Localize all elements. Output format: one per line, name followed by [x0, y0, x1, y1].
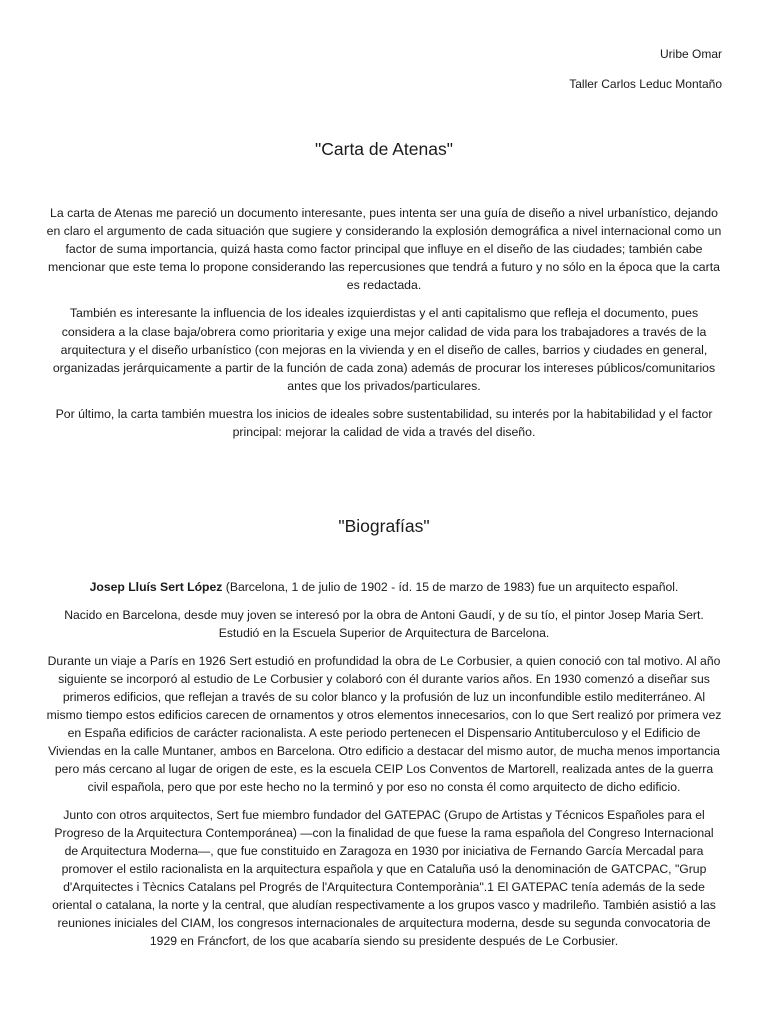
- bio-paragraph-1: Nacido en Barcelona, desde muy joven se interesó por la obra de Antoni Gaudí, y de su tío, el pintor Josep Maria Sert. Estudió en la Escuela Superior de Arquitectura de Barcelona.: [64, 608, 704, 640]
- carta-paragraph-1: La carta de Atenas me pareció un documento interesante, pues intenta ser una guía de diseño a nivel urbanístico, dejando en claro el argumento de cada situación que sugiere y considerando la explosión demográfica a nivel internacional como un factor de suma importancia, quizá hasta como factor principal que influye en el diseño de las ciudades; también cabe mencionar que este tema lo propone considerando las repercusiones que tendrá a futuro y no sólo en la época que la carta es redactada.: [46, 206, 722, 293]
- carta-paragraph-2: También es interesante la influencia de los ideales izquierdistas y el anti capitalismo que refleja el documento, pues considera a la clase baja/obrera como prioritaria y exige una mejor calidad de vida para los trabajadores a través de la arquitectura y el diseño urbanístico (con mejoras en la vivienda y en el diseño de calles, barrios y ciudades en general, organizadas jerárquicamente a partir de la función de cada zona) además de procurar los intereses públicos/comunitarios antes que los privados/particulares.: [52, 306, 716, 393]
- carta-title: "Carta de Atenas": [315, 139, 453, 159]
- biografias-title: "Biografías": [338, 516, 430, 536]
- biografias-section: [46, 578, 722, 960]
- carta-section: [46, 204, 722, 451]
- bio-intro-name: Josep Lluís Sert López: [89, 580, 223, 594]
- bio-intro: [46, 578, 722, 596]
- author-name: Uribe Omar: [659, 47, 722, 61]
- bio-paragraph-2: Durante un viaje a París en 1926 Sert estudió en profundidad la obra de Le Corbusier, a quien conoció con tal motivo. Al año siguiente se incorporó al estudio de Le Corbusier y colaboró con él durante varios años. En 1930 comenzó a diseñar sus primeros edificios, que reflejan a través de su color blanco y la profusión de luz un inconfundible estilo mediterráneo. Al mismo tiempo estos edificios carecen de ornamentos y otros elementos innecesarios, con lo que Sert realizó por primera vez en España edificios de carácter racionalista. A este periodo pertenecen el Dispensario Antituberculoso y el Edificio de Viviendas en la calle Muntaner, ambos en Barcelona. Otro edificio a destacar del mismo autor, de mucha menos importancia pero más cercano al lugar de origen de este, es la escuela CEIP Los Conventos de Martorell, realizada antes de la guerra civil española, pero que por este hecho no la terminó y por eso no consta él como arquitecto de dicho edificio.: [46, 654, 722, 794]
- bio-intro-rest: (Barcelona, 1 de julio de 1902 - íd. 15 de marzo de 1983) fue un arquitecto español.: [222, 580, 679, 594]
- workshop-name: Taller Carlos Leduc Montaño: [569, 77, 722, 91]
- carta-paragraph-3: Por último, la carta también muestra los inicios de ideales sobre sustentabilidad, su interés por la habitabilidad y el factor principal: mejorar la calidad de vida a través del diseño.: [55, 406, 713, 440]
- bio-paragraph-3: Junto con otros arquitectos, Sert fue miembro fundador del GATEPAC (Grupo de Artistas y Técnicos Españoles para el Progreso de la Arquitectura Contemporánea) —con la finalidad de que fuese la rama española del Congreso Internacional de Arquitectura Moderna—, que fue constituido en Zaragoza en 1930 por iniciativa de Fernando García Mercadal para promover el estilo racionalista en la arquitectura española y que en Cataluña usó la denominación de GATCPAC, "Grup d'Arquitectes i Tècnics Catalans pel Progrés de l'Arquitectura Contemporània".1 El GATEPAC tenía además de la sede oriental o catalana, la norte y la central, que aludían respectivamente a los grupos vasco y madrileño. También asistió a las reuniones iniciales del CIAM, los congresos internacionales de arquitectura moderna, desde su segunda convocatoria de 1929 en Fráncfort, de los que acabaría siendo su presidente después de Le Corbusier.: [52, 808, 716, 948]
